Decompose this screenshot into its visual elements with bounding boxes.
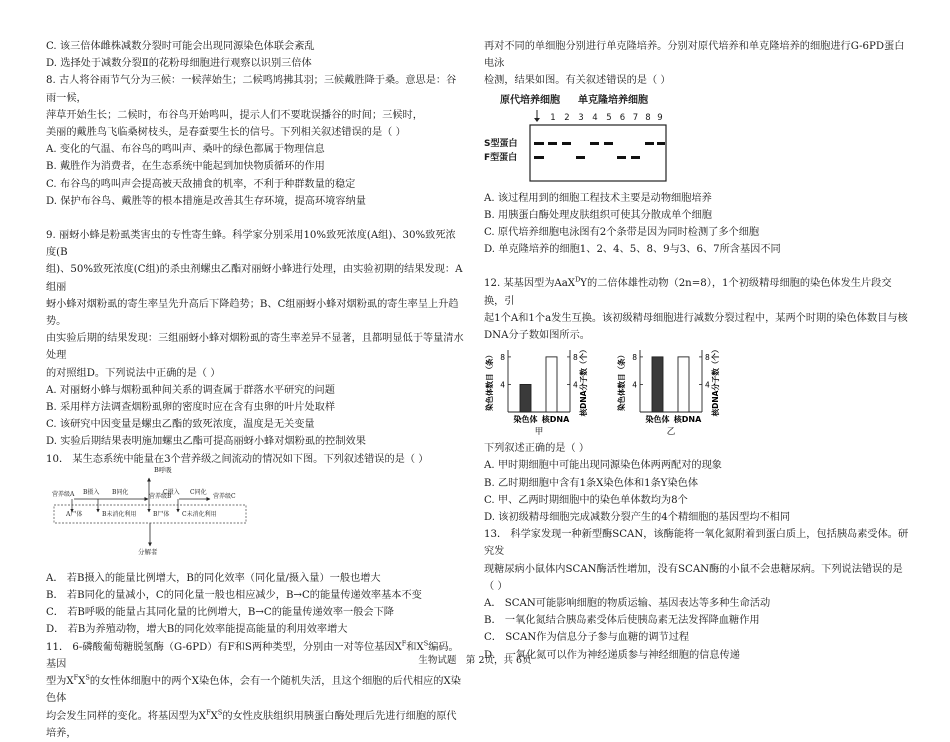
q12-tail: 下列叙述正确的是（ ） <box>484 443 590 455</box>
b-intake-label: B摄入 <box>83 488 100 496</box>
q13-option-d: D． 一氧化氮可以作为神经递质参与神经细胞的信息传递 <box>484 649 740 661</box>
trophic-level-a: 营养级A <box>52 490 75 498</box>
category-label: 核DNA <box>541 415 570 425</box>
q10-option-c: C． 若B呼吸的能量占其同化量的比例增大，B→C的能量传递效率一般会下降 <box>46 607 394 619</box>
q10-stem: 10． 某生态系统中能量在3个营养级之间流动的情况如下图。下列叙述错误的是（ ） <box>46 453 429 465</box>
trophic-level-b: 营养级B <box>149 492 172 500</box>
panel-title: 乙 <box>666 427 676 438</box>
lane-label: 8 <box>645 112 651 123</box>
lane-label: 3 <box>578 112 584 123</box>
q8-option-a: A. 变化的气温、布谷鸟的鸣叫声、桑叶的绿色都属于物理信息 <box>46 144 325 156</box>
bar-chromosome <box>520 385 531 413</box>
decomposer-label: 分解者 <box>138 547 158 556</box>
q12-stem-line: 12. 某基因型为AaX$^D$Y的二倍体雄性动物（2n=8），1个初级精母细胞的染色体发生片段交换，引 <box>484 276 892 307</box>
q12-option-c: C. 甲、乙两时期细胞中的染色单体数均为8个 <box>484 494 688 506</box>
category-label: 核DNA <box>673 415 702 425</box>
category-label: 染色体 <box>645 415 670 425</box>
q9-option-d: D. 实验后期结果表明施加螺虫乙酯可提高丽蚜小蜂对烟粉虱的控制效果 <box>46 436 366 448</box>
band-s-lane1 <box>548 142 557 145</box>
band-s-lane5 <box>604 142 613 145</box>
band-s-lane4 <box>590 142 599 145</box>
band-f-lane3 <box>576 156 585 159</box>
b-respiration-label: B呼吸 <box>154 465 172 474</box>
q8-option-b: B. 戴胜作为消费者，在生态系统中能起到加快物质循环的作用 <box>46 161 325 173</box>
right-column <box>484 38 909 664</box>
q7-option-c: C. 该三倍体雌株减数分裂时可能会出现同源染色体联会紊乱 <box>46 41 315 52</box>
band-f-primary <box>534 156 544 159</box>
gel-label-f: F型蛋白 <box>484 152 518 163</box>
lane-label: 7 <box>632 112 639 123</box>
q8-option-d: D. 保护布谷鸟、戴胜等的根本措施是改善其生存环境，提高环境容纳量 <box>46 195 366 207</box>
category-label: 染色体 <box>513 415 538 425</box>
q10-option-b: B． 若B同化的量减小，C的同化量一般也相应减少，B→C的能量传递效率基本不变 <box>46 590 422 602</box>
q13-option-a: A． SCAN可能影响细胞的物质运输、基因表达等多种生命活动 <box>484 598 771 610</box>
lane-label: 1 <box>550 112 556 123</box>
q8-stem-line: 美丽的戴胜鸟飞临桑树枝头，是春蚕要生长的信号。下列相关叙述错误的是（ ） <box>46 127 406 139</box>
y-tick-label-left: 8 <box>500 353 505 363</box>
b-assimilation-label: B同化 <box>112 488 129 496</box>
q12-option-d: D. 该初级精母细胞完成减数分裂产生的4个精细胞的基因型均不相同 <box>484 512 791 524</box>
lane-label: 2 <box>564 112 570 123</box>
gel-lane-numbers <box>546 110 666 127</box>
question-9 <box>46 227 464 451</box>
q11-option-c: C. 原代培养细胞电泳图有2个条带是因为同时检测了多个细胞 <box>484 227 760 239</box>
y-tick-label-right: 8 <box>705 353 710 363</box>
lane-label: 6 <box>619 112 626 123</box>
band-s-primary <box>534 142 544 145</box>
y-tick-label-left: 8 <box>632 353 637 363</box>
electrophoresis-figure <box>484 90 909 190</box>
q9-stem-line: 的对照组D。下列说法中正确的是（ ） <box>46 367 221 379</box>
question-12 <box>484 275 909 526</box>
gel-label-s: S型蛋白 <box>484 138 518 149</box>
band-s-lane8 <box>645 142 654 145</box>
y-tick-label-left: 4 <box>632 380 637 390</box>
q9-stem-line: 蚜小蜂对烟粉虱的寄生率呈先升高后下降趋势；B、C组丽蚜小蜂对烟粉虱的寄生率呈上升趋势。 <box>46 298 459 328</box>
q13-stem-line: 现糖尿病小鼠体内SCAN酶活性增加，没有SCAN酶的小鼠不会患糖尿病。下列说法错误的是（ ） <box>484 563 903 592</box>
q8-option-c: C. 布谷鸟的鸣叫声会提高被天敌捕食的机率，不利于种群数量的稳定 <box>46 178 356 190</box>
c-intake-label: C摄入 <box>163 488 180 496</box>
chromosome-dna-charts <box>484 344 909 440</box>
q11-stem-line: 型为$X^FX^S$的女性体细胞中的两个X染色体，会有一个随机失活，且这个细胞的后代相应的X染色体 <box>46 673 461 705</box>
q10-option-a: A． 若B摄入的能量比例增大，B的同化效率（同化量/摄入量）一般也增大 <box>46 572 381 584</box>
q9-option-b: B. 采用样方法调查烟粉虱卵的密度时应在含有虫卵的叶片处取样 <box>46 402 336 414</box>
q9-option-c: C. 该研究中因变量是螺虫乙酯的致死浓度，温度是无关变量 <box>46 419 315 431</box>
q8-stem-line: 8. 古人将谷雨节气分为三候：一候萍始生；二候鸣鸠拂其羽；三候戴胜降于桑。意思是：谷雨一候， <box>46 75 457 104</box>
q11-option-a: A. 该过程用到的细胞工程技术主要是动物细胞培养 <box>484 192 712 204</box>
q12-option-b: B. 乙时期细胞中含有1条X染色体和1条Y染色体 <box>484 477 699 489</box>
q12-option-a: A. 甲时期细胞中可能出现同源染色体两两配对的现象 <box>484 460 722 472</box>
gel-title-primary: 原代培养细胞 <box>500 94 560 106</box>
band-f-lane7 <box>631 156 640 159</box>
q9-stem-line: 9. 丽蚜小蜂是粉虱类害虫的专性寄生蜂。科学家分别采用10%致死浓度(A组)、30%致死浓度(B <box>46 230 456 259</box>
y-axis-title-left: 染色体数目（条） <box>485 351 494 412</box>
q11-option-b: B. 用胰蛋白酶处理皮肤组织可使其分散成单个细胞 <box>484 209 712 221</box>
bar-dna <box>678 357 689 412</box>
left-column <box>46 38 464 742</box>
b-unused-label: B未消化利用 <box>102 510 137 518</box>
question-10 <box>46 451 464 639</box>
q9-stem-line: 组)、50%致死浓度(C组)的杀虫剂螺虫乙酯对丽蚜小蜂进行处理，由实验初期的结果发现：A组丽 <box>46 264 463 293</box>
b-corpse-label: B尸体 <box>153 510 170 518</box>
q11-stem-line: 11． 6-磷酸葡萄糖脱氢酶（G-6PD）有F和S两种类型，分别由一对等位基因$X^F$和$X^S$编码。基因 <box>46 639 459 670</box>
band-s-lane9 <box>657 142 665 145</box>
q11-stem-line: 均会发生同样的变化。将基因型为$X^FX^S$的女性皮肤组织用胰蛋白酶处理后先进行细胞的原代培养， <box>46 708 457 739</box>
q11-option-d: D. 单克隆培养的细胞1、2、4、5、8、9与3、6、7所含基因不同 <box>484 244 781 256</box>
q11-cont-line: 再对不同的单细胞分别进行单克隆培养。分别对原代培养和单克隆培养的细胞进行G-6PD蛋白电泳 <box>484 41 905 70</box>
c-unused-label: C未消化利用 <box>182 510 217 518</box>
q13-stem-line: 13． 科学家发现一种新型酶SCAN，该酶能将一氧化氮附着到蛋白质上，包括胰岛素受体。研究发 <box>484 529 909 558</box>
q13-option-b: B． 一氧化氮结合胰岛素受体后使胰岛素无法发挥降血糖作用 <box>484 615 760 627</box>
y-axis-title-left: 染色体数目（条） <box>617 351 626 412</box>
a-corpse-label: A尸体 <box>66 510 83 518</box>
q9-stem-line: 由实验后期的结果发现：三组丽蚜小蜂对烟粉虱的寄生率差异不显著，且都明显低于等量清水处理 <box>46 333 464 362</box>
gel-title-monoclonal: 单克隆培养细胞 <box>578 94 648 106</box>
q12-stem-line: 起1个A和1个a发生互换。该初级精母细胞进行减数分裂过程中，某两个时期的染色体数目与核 <box>484 312 908 324</box>
lane-label: 4 <box>592 112 598 123</box>
q7-option-d: D. 选择处于减数分裂Ⅱ的花粉母细胞进行观察以识别三倍体 <box>46 58 312 70</box>
question-13 <box>484 526 909 664</box>
q8-stem-line: 萍草开始生长；二候时，布谷鸟开始鸣叫，提示人们不要耽误播谷的时间；三候时， <box>46 109 423 121</box>
y-tick-label-left: 4 <box>500 380 505 390</box>
q10-option-d: D． 若B为养殖动物，增大B的同化效率能提高能量的利用效率增大 <box>46 624 348 636</box>
y-tick-label-right: 4 <box>705 380 710 390</box>
page-footer: 生物试题 第 2页，共 6页 <box>418 655 532 666</box>
q11-cont-line: 检测，结果如图。有关叙述错误的是（ ） <box>484 75 671 87</box>
y-axis-title-right: 核DNA分子数（个） <box>711 345 720 417</box>
question-8 <box>46 72 464 210</box>
q13-option-c: C． SCAN作为信息分子参与血糖的调节过程 <box>484 632 690 644</box>
y-axis-title-right: 核DNA分子数（个） <box>579 345 588 417</box>
panel-title: 甲 <box>534 427 544 438</box>
decomposer-box <box>54 505 246 523</box>
band-s-lane2 <box>562 142 571 145</box>
bar-dna <box>546 357 557 412</box>
c-assimilation-label: C同化 <box>190 488 207 496</box>
energy-flow-diagram <box>50 465 464 562</box>
lane-label: 5 <box>606 112 612 123</box>
trophic-level-c: 营养级C <box>213 492 236 500</box>
band-f-lane6 <box>617 156 626 159</box>
y-tick-label-right: 8 <box>573 353 578 363</box>
y-tick-label-right: 4 <box>573 380 578 390</box>
q9-option-a: A. 对丽蚜小蜂与烟粉虱种间关系的调查属于群落水平研究的问题 <box>46 384 335 396</box>
q12-stem-line: DNA分子数如图所示。 <box>484 330 590 342</box>
gel-frame <box>530 125 666 181</box>
bar-chromosome <box>652 357 663 412</box>
lane-label: 9 <box>657 112 663 123</box>
